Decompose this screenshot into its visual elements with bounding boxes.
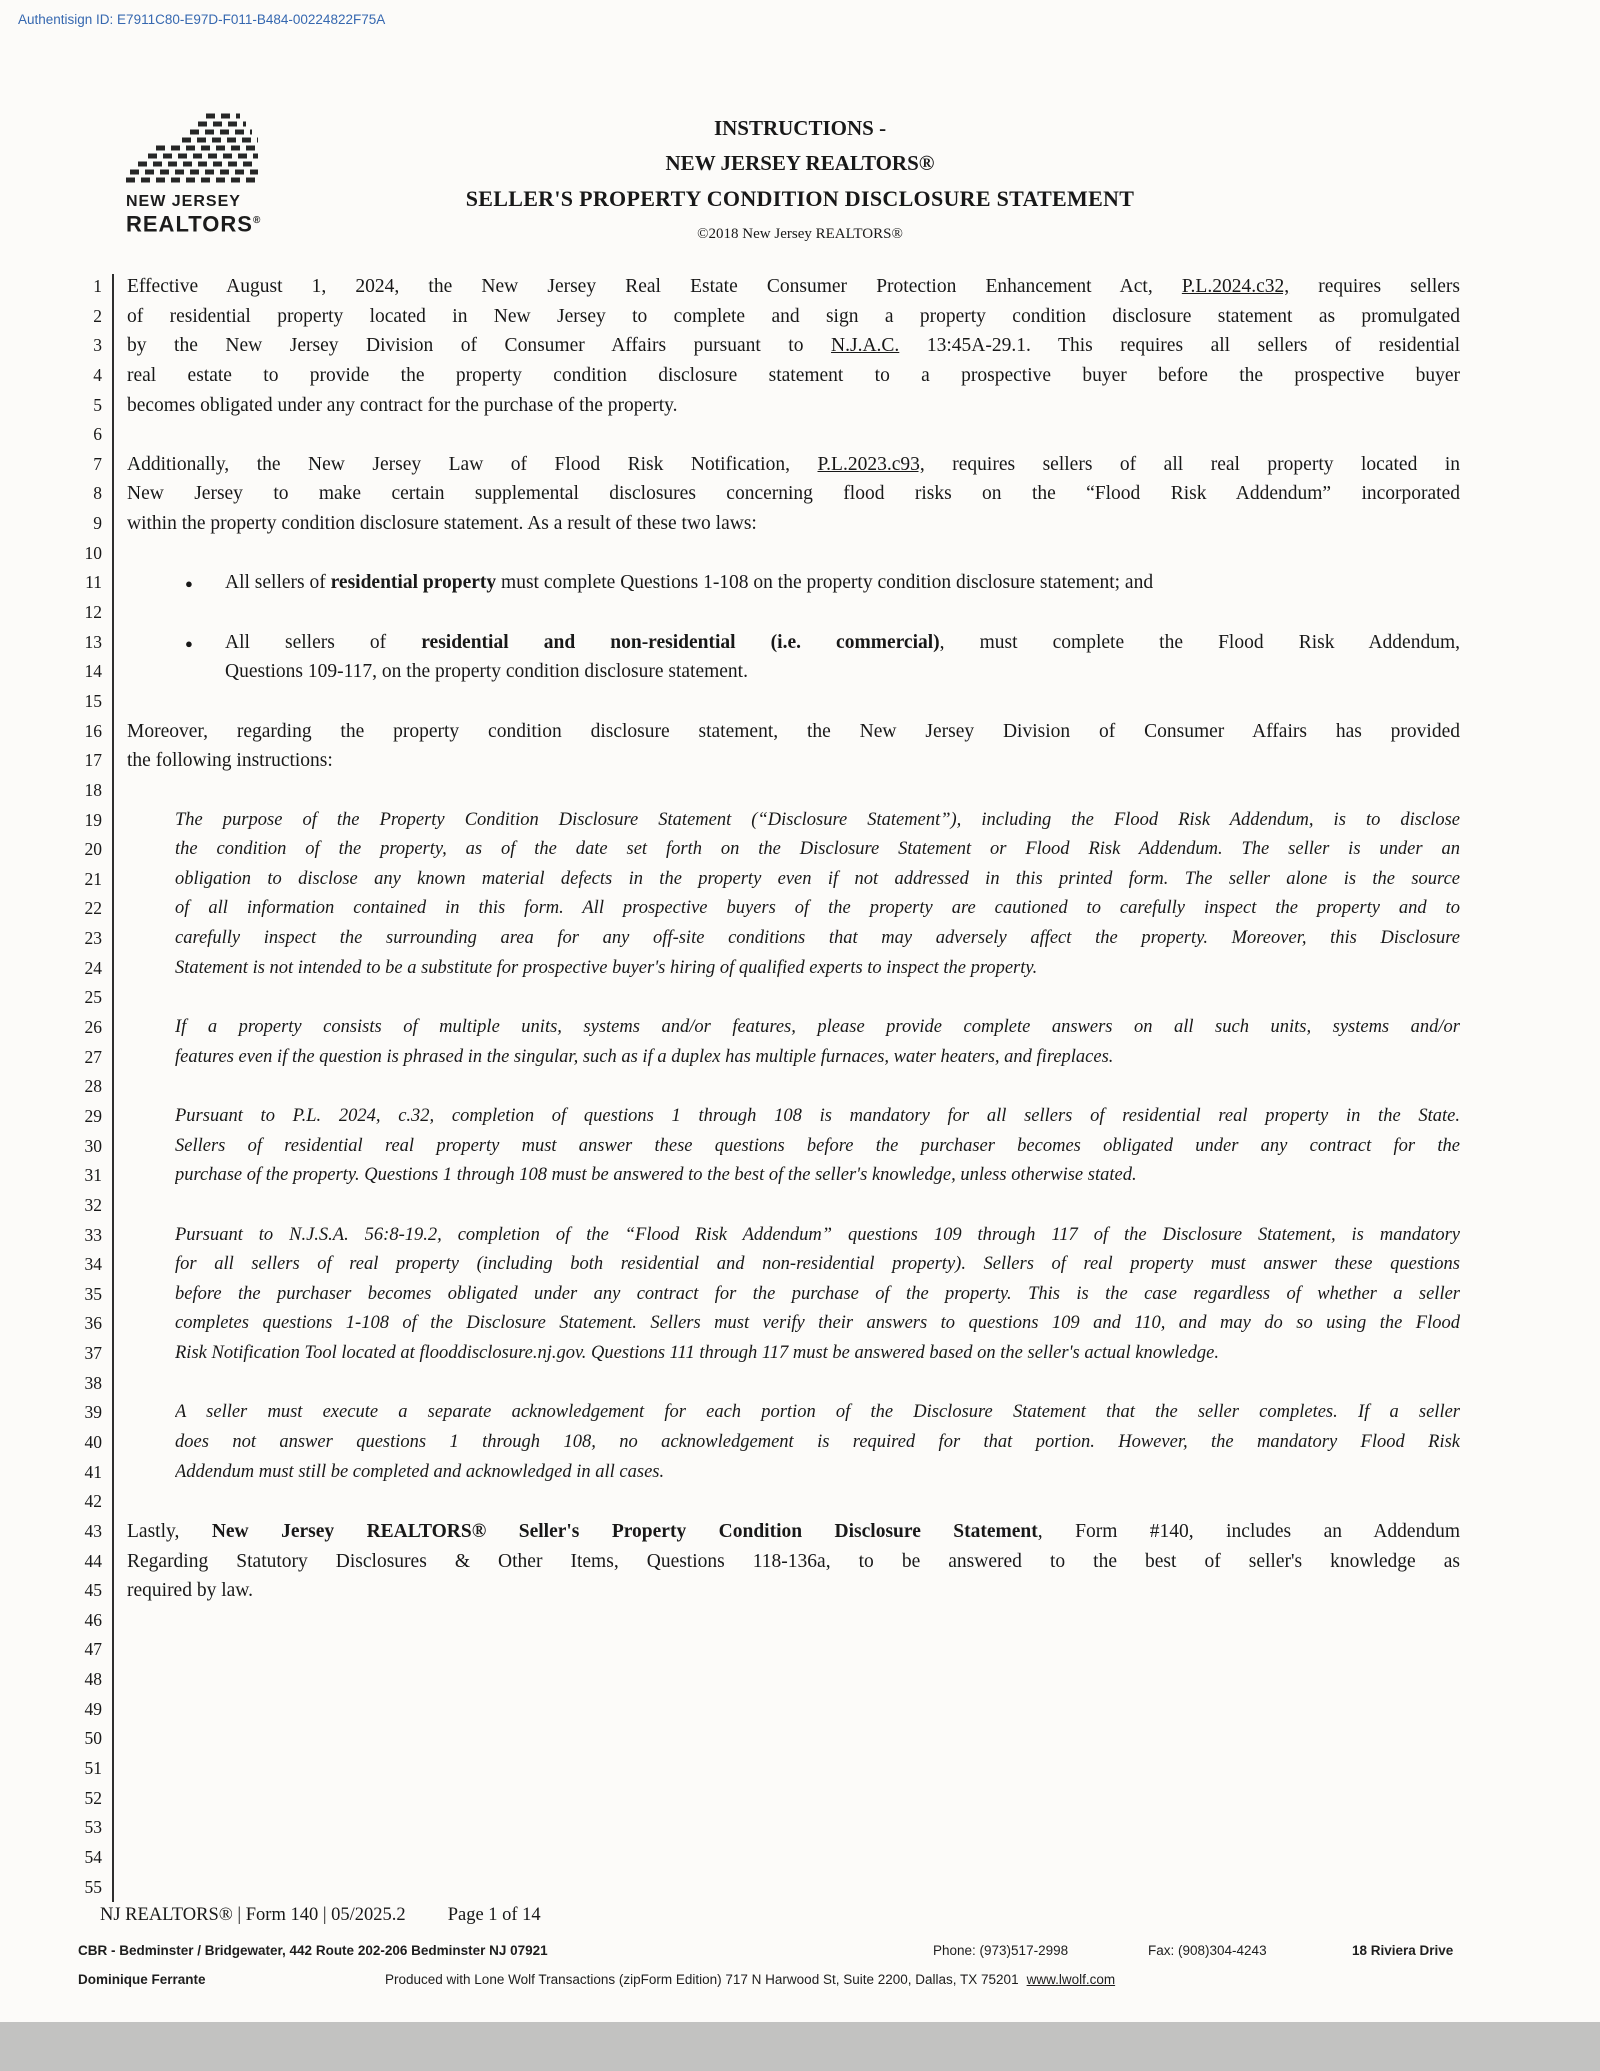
body-line-9: within the property condition disclosure statement. As a result of these two laws: bbox=[127, 513, 757, 535]
line-number: 38 bbox=[84, 1372, 102, 1393]
text-segment: Additionally, the New Jersey Law of Flood Risk Notification, bbox=[127, 453, 818, 475]
bullet-item-1 bbox=[127, 568, 1460, 598]
body-line-8: New Jersey to make certain supplemental disclosures concerning flood risks on the “Flood Risk Addendum” incorporated bbox=[127, 483, 1460, 505]
line-number: 47 bbox=[84, 1639, 102, 1660]
line-number: 30 bbox=[84, 1135, 102, 1156]
line-number: 8 bbox=[93, 483, 102, 504]
line-number: 13 bbox=[84, 631, 102, 652]
scanner-artifact-bar bbox=[0, 2022, 1600, 2071]
instruction-line-26: If a property consists of multiple units, systems and/or features, please provide complete answers on all such units, systems and/or bbox=[175, 1017, 1460, 1038]
line-number: 39 bbox=[84, 1402, 102, 1423]
nj-realtors-logo-graphic bbox=[126, 110, 260, 186]
line-number: 20 bbox=[84, 839, 102, 860]
line-number: 22 bbox=[84, 898, 102, 919]
line-number: 50 bbox=[84, 1728, 102, 1749]
instruction-line-37: Risk Notification Tool located at flooddisclosure.nj.gov. Questions 111 through 117 must be answered based on the seller's actual knowledge. bbox=[175, 1343, 1219, 1364]
instruction-line-31: purchase of the property. Questions 1 through 108 must be answered to the best of the seller's knowledge, unless otherwise stated. bbox=[175, 1165, 1137, 1186]
document-header bbox=[300, 116, 1300, 243]
line-number: 54 bbox=[84, 1846, 102, 1867]
citation: P.L.2024.c32, bbox=[1181, 276, 1290, 297]
nj-realtors-logo bbox=[126, 110, 286, 237]
produced-by-text: Produced with Lone Wolf Transactions (zipForm Edition) 717 N Harwood St, Suite 2200, Dallas, TX 75201 bbox=[385, 1972, 1019, 1987]
instruction-line-20: the condition of the property, as of the date set forth on the Disclosure Statement or Flood Risk Addendum. The seller is under an bbox=[175, 839, 1460, 860]
line-number: 11 bbox=[85, 572, 102, 593]
line-number: 44 bbox=[84, 1550, 102, 1571]
produced-by-line bbox=[385, 1972, 1115, 1987]
instruction-line-35: before the purchaser becomes obligated under any contract for the purchase of the property. This is the case regardless of whether a seller bbox=[175, 1283, 1460, 1304]
body-line-43 bbox=[127, 1517, 1460, 1547]
instruction-line-39: A seller must execute a separate acknowledgement for each portion of the Disclosure Statement that the seller completes. If a seller bbox=[175, 1402, 1460, 1423]
instruction-line-29: Pursuant to P.L. 2024, c.32, completion of questions 1 through 108 is mandatory for all sellers of residential real property in the State. bbox=[175, 1105, 1460, 1126]
text-segment: Lastly, bbox=[127, 1520, 212, 1542]
line-number: 19 bbox=[84, 809, 102, 830]
instruction-line-23: carefully inspect the surrounding area for any off-site conditions that may adversely affect the property. Moreover, this Disclosure bbox=[175, 928, 1460, 949]
line-number: 43 bbox=[84, 1520, 102, 1541]
line-number: 45 bbox=[84, 1580, 102, 1601]
text-segment: Effective August 1, 2024, the New Jersey Real Estate Consumer Protection Enhancement Act, bbox=[127, 276, 1182, 297]
line-number: 3 bbox=[93, 335, 102, 356]
copyright-line: ©2018 New Jersey REALTORS® bbox=[697, 226, 903, 242]
line-number: 7 bbox=[93, 453, 102, 474]
bold-segment: residential property bbox=[330, 572, 497, 594]
instruction-line-34: for all sellers of real property (including both residential and non-residential property). Sellers of real property must answer these questions bbox=[175, 1254, 1460, 1275]
body-line-5: becomes obligated under any contract for the purchase of the property. bbox=[127, 394, 678, 416]
line-number: 36 bbox=[84, 1313, 102, 1334]
line-number: 48 bbox=[84, 1669, 102, 1690]
form-identifier: NJ REALTORS® | Form 140 | 05/2025.2 bbox=[100, 1905, 406, 1925]
margin-rule bbox=[112, 274, 114, 1902]
bold-segment: residential and non-residential (i.e. commercial) bbox=[421, 631, 940, 653]
text-segment: All sellers of bbox=[225, 572, 331, 594]
body-text-column bbox=[127, 272, 1460, 1606]
line-number: 34 bbox=[84, 1254, 102, 1275]
line-number: 5 bbox=[93, 394, 102, 415]
page-indicator: Page 1 of 14 bbox=[447, 1905, 541, 1925]
agent-name: Dominique Ferrante bbox=[78, 1972, 206, 1987]
office-phone: Phone: (973)517-2998 bbox=[933, 1943, 1069, 1958]
line-number: 12 bbox=[84, 602, 102, 623]
line-number: 26 bbox=[84, 1017, 102, 1038]
line-number-gutter bbox=[78, 272, 102, 1902]
authentisign-id: Authentisign ID: E7911C80-E97D-F011-B484-00224822F75A bbox=[18, 12, 386, 27]
citation: P.L.2023.c93, bbox=[817, 453, 925, 475]
line-number: 27 bbox=[84, 1046, 102, 1067]
line-number: 28 bbox=[84, 1076, 102, 1097]
text-segment: All sellers of bbox=[225, 631, 422, 653]
instruction-line-21: obligation to disclose any known material defects in the property even if not addressed in this printed form. The seller alone is the source bbox=[175, 868, 1460, 889]
line-number: 51 bbox=[84, 1758, 102, 1779]
office-fax: Fax: (908)304-4243 bbox=[1148, 1943, 1267, 1958]
line-number: 10 bbox=[84, 542, 102, 563]
line-number: 17 bbox=[84, 750, 102, 771]
instruction-line-30: Sellers of residential real property must answer these questions before the purchaser becomes obligated under any contract for the bbox=[175, 1135, 1460, 1156]
line-number: 18 bbox=[84, 779, 102, 800]
instruction-line-22: of all information contained in this form. All prospective buyers of the property are cautioned to carefully inspect the property and to bbox=[175, 898, 1460, 919]
line-number: 41 bbox=[84, 1461, 102, 1482]
line-number: 31 bbox=[84, 1165, 102, 1186]
line-number: 6 bbox=[93, 424, 102, 445]
line-number: 2 bbox=[93, 305, 102, 326]
instruction-line-27: features even if the question is phrased in the singular, such as if a duplex has multiple furnaces, water heaters, and fireplaces. bbox=[175, 1046, 1114, 1067]
bold-segment: New Jersey REALTORS® Seller's Property Condition Disclosure Statement bbox=[211, 1520, 1038, 1542]
body-content bbox=[78, 272, 1460, 1903]
line-number: 21 bbox=[84, 868, 102, 889]
line-number: 23 bbox=[84, 928, 102, 949]
line-number: 24 bbox=[84, 957, 102, 978]
property-address: 18 Riviera Drive bbox=[1352, 1943, 1454, 1958]
line-number: 49 bbox=[84, 1698, 102, 1719]
line-number: 35 bbox=[84, 1283, 102, 1304]
instruction-line-24: Statement is not intended to be a substitute for prospective buyer's hiring of qualified experts to inspect the property. bbox=[175, 957, 1038, 978]
logo-text: REALTORS bbox=[126, 211, 253, 237]
text-segment: requires sellers of all real property located in bbox=[924, 453, 1460, 475]
instruction-line-40: does not answer questions 1 through 108, no acknowledgement is required for that portion. However, the mandatory Flood Risk bbox=[175, 1431, 1460, 1452]
line-number: 32 bbox=[84, 1194, 102, 1215]
line-number: 29 bbox=[84, 1105, 102, 1126]
body-line-16: Moreover, regarding the property condition disclosure statement, the New Jersey Division of Consumer Affairs has provided bbox=[127, 720, 1460, 742]
body-line-7 bbox=[127, 450, 1460, 480]
title-instructions: INSTRUCTIONS - bbox=[713, 116, 887, 140]
bullet-icon: ● bbox=[185, 635, 193, 651]
bullet-item-2-cont: Questions 109-117, on the property condition disclosure statement. bbox=[225, 661, 748, 683]
line-number: 53 bbox=[84, 1817, 102, 1838]
registered-mark: ® bbox=[252, 215, 262, 226]
text-segment: requires sellers bbox=[1289, 276, 1460, 297]
body-line-1 bbox=[127, 272, 1460, 302]
body-line-44: Regarding Statutory Disclosures & Other Items, Questions 118-136a, to be answered to the best of seller's knowledge as bbox=[127, 1550, 1460, 1572]
text-segment: must complete Questions 1-108 on the property condition disclosure statement; and bbox=[496, 572, 1154, 594]
instruction-line-33: Pursuant to N.J.S.A. 56:8-19.2, completion of the “Flood Risk Addendum” questions 109 through 117 of the Disclosure Statement, is mandatory bbox=[175, 1224, 1460, 1245]
title-org: NEW JERSEY REALTORS® bbox=[665, 151, 935, 175]
form-footer-line bbox=[100, 1905, 541, 1926]
line-number: 25 bbox=[84, 987, 102, 1008]
body-line-4: real estate to provide the property condition disclosure statement to a prospective buyer before the prospective buyer bbox=[127, 364, 1460, 386]
line-number: 40 bbox=[84, 1431, 102, 1452]
line-number: 14 bbox=[84, 661, 102, 682]
office-info: CBR - Bedminster / Bridgewater, 442 Route 202-206 Bedminster NJ 07921 bbox=[78, 1943, 548, 1958]
citation: N.J.A.C. bbox=[831, 335, 900, 357]
line-number: 46 bbox=[84, 1609, 102, 1630]
text-segment: 13:45A-29.1. This requires all sellers of residential bbox=[899, 335, 1460, 357]
line-number: 15 bbox=[84, 690, 102, 711]
line-number: 1 bbox=[93, 276, 102, 296]
logo-text-realtors bbox=[126, 211, 286, 237]
text-segment: , must complete the Flood Risk Addendum, bbox=[939, 631, 1460, 653]
instruction-line-36: completes questions 1-108 of the Disclosure Statement. Sellers must verify their answers to questions 109 and 110, and may do so using the Flood bbox=[175, 1313, 1460, 1334]
body-line-17: the following instructions: bbox=[127, 750, 333, 772]
line-number: 37 bbox=[84, 1343, 102, 1364]
instruction-line-19: The purpose of the Property Condition Disclosure Statement (“Disclosure Statement”), including the Flood Risk Addendum, is to disclose bbox=[175, 809, 1460, 830]
bullet-icon: ● bbox=[185, 576, 193, 592]
line-number: 52 bbox=[84, 1787, 102, 1808]
line-number: 33 bbox=[84, 1224, 102, 1245]
body-line-2: of residential property located in New Jersey to complete and sign a property condition disclosure statement as promulgated bbox=[127, 305, 1460, 327]
body-line-3 bbox=[127, 331, 1460, 361]
line-number: 9 bbox=[93, 513, 102, 534]
line-number: 16 bbox=[84, 720, 102, 741]
lwolf-link[interactable]: www.lwolf.com bbox=[1026, 1972, 1116, 1987]
logo-text-new-jersey: NEW JERSEY bbox=[126, 193, 241, 210]
text-segment: by the New Jersey Division of Consumer Affairs pursuant to bbox=[127, 335, 832, 357]
text-segment: , Form #140, includes an Addendum bbox=[1037, 1520, 1460, 1542]
line-number: 4 bbox=[93, 364, 102, 385]
body-line-45: required by law. bbox=[127, 1580, 253, 1602]
line-number: 55 bbox=[84, 1876, 102, 1897]
title-form-name: SELLER'S PROPERTY CONDITION DISCLOSURE STATEMENT bbox=[465, 186, 1135, 211]
line-number: 42 bbox=[84, 1491, 102, 1512]
bullet-item-2 bbox=[127, 628, 1460, 658]
instruction-line-41: Addendum must still be completed and acknowledged in all cases. bbox=[175, 1461, 665, 1482]
